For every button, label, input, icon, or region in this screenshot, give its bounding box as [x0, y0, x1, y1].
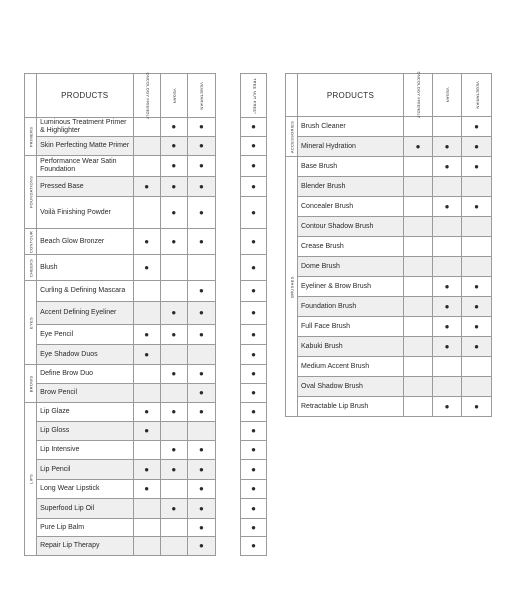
vegan-mark	[433, 257, 462, 277]
product-name: Blender Brush	[298, 177, 404, 197]
nut-row	[241, 460, 267, 480]
vegan-mark: ●	[433, 197, 462, 217]
oncology-mark	[133, 519, 160, 537]
right-header-row	[286, 74, 492, 117]
vegan-mark: ●	[433, 297, 462, 317]
category-text: BROWS	[28, 375, 34, 392]
table-row	[25, 345, 216, 365]
oncology-mark: ●	[133, 422, 160, 441]
tree-nut-mark: ●	[241, 422, 267, 441]
vegetarian-mark: ●	[187, 384, 215, 403]
oncology-mark	[404, 257, 433, 277]
tree-nut-mark: ●	[241, 156, 267, 177]
vegan-mark: ●	[160, 229, 187, 255]
vegan-mark: ●	[160, 441, 187, 460]
table-row	[286, 197, 492, 217]
oncology-mark: ●	[133, 229, 160, 255]
category-text: FOUNDATIONS	[28, 175, 34, 209]
vegan-mark	[433, 217, 462, 237]
tree-nut-mark: ●	[241, 177, 267, 197]
vegetarian-mark: ●	[187, 156, 215, 177]
oncology-mark	[404, 197, 433, 217]
product-name: Long Wear Lipstick	[37, 480, 134, 499]
oncology-mark	[133, 118, 160, 137]
table-row	[25, 325, 216, 345]
table-row	[25, 255, 216, 281]
vegan-mark	[160, 281, 187, 302]
tree-nut-mark: ●	[241, 365, 267, 384]
tree-nut-table	[240, 73, 267, 556]
table-row	[25, 519, 216, 537]
table-row	[286, 277, 492, 297]
table-row	[286, 337, 492, 357]
oncology-mark: ●	[133, 403, 160, 422]
oncology-mark: ●	[133, 325, 160, 345]
table-row	[286, 137, 492, 157]
product-name: Dome Brush	[298, 257, 404, 277]
category-text: PRIMERS	[28, 126, 34, 147]
tree-nut-mark: ●	[241, 302, 267, 325]
oncology-mark	[133, 137, 160, 156]
table-row	[286, 377, 492, 397]
table-row	[286, 177, 492, 197]
vegetarian-mark	[462, 377, 492, 397]
table-row	[286, 117, 492, 137]
product-name: Brow Pencil	[37, 384, 134, 403]
oncology-mark	[133, 302, 160, 325]
vegan-mark: ●	[160, 302, 187, 325]
category-label	[25, 229, 37, 255]
table-row	[25, 422, 216, 441]
table-row	[286, 397, 492, 417]
vegan-mark	[433, 177, 462, 197]
category-label	[25, 255, 37, 281]
product-name: Superfood Lip Oil	[37, 499, 134, 519]
oncology-mark: ●	[133, 255, 160, 281]
tree-nut-mark: ●	[241, 499, 267, 519]
table-row	[25, 480, 216, 499]
vegan-header-label: VEGAN	[445, 87, 451, 103]
vegan-mark	[433, 237, 462, 257]
nut-row	[241, 403, 267, 422]
table-row	[25, 302, 216, 325]
vegan-mark	[433, 357, 462, 377]
product-name: Pure Lip Balm	[37, 519, 134, 537]
product-name: Base Brush	[298, 157, 404, 177]
table-row	[25, 499, 216, 519]
tree-nut-mark: ●	[241, 441, 267, 460]
tree-nut-mark: ●	[241, 460, 267, 480]
product-name: Blush	[37, 255, 134, 281]
table-row	[286, 297, 492, 317]
nut-row	[241, 325, 267, 345]
products-header: PRODUCTS	[298, 74, 404, 117]
vegetarian-mark: ●	[187, 197, 215, 229]
category-text: BRUSHES	[289, 275, 294, 298]
vegetarian-mark: ●	[462, 337, 492, 357]
nut-header-row	[241, 74, 267, 118]
table-row	[286, 357, 492, 377]
product-name: Foundation Brush	[298, 297, 404, 317]
vegetarian-mark: ●	[462, 157, 492, 177]
table-row	[286, 237, 492, 257]
vegetarian-mark: ●	[187, 177, 215, 197]
table-row	[25, 229, 216, 255]
product-name: Curling & Defining Mascara	[37, 281, 134, 302]
product-name: Medium Accent Brush	[298, 357, 404, 377]
nut-row	[241, 137, 267, 156]
vegan-mark: ●	[160, 137, 187, 156]
table-row	[25, 403, 216, 422]
nut-row	[241, 365, 267, 384]
product-name: Oval Shadow Brush	[298, 377, 404, 397]
nut-row	[241, 302, 267, 325]
product-name: Performance Wear Satin Foundation	[37, 156, 134, 177]
table-row	[25, 118, 216, 137]
tree-nut-mark: ●	[241, 519, 267, 537]
product-name: Accent Defining Eyeliner	[37, 302, 134, 325]
product-name: Voilà Finishing Powder	[37, 197, 134, 229]
table-row	[25, 384, 216, 403]
oncology-mark	[404, 117, 433, 137]
table-row	[286, 217, 492, 237]
vegetarian-mark	[187, 255, 215, 281]
tree-nut-mark: ●	[241, 229, 267, 255]
oncology-mark	[133, 281, 160, 302]
oncology-mark: ●	[133, 345, 160, 365]
table-row	[25, 197, 216, 229]
product-name: Lip Pencil	[37, 460, 134, 480]
table-row	[286, 317, 492, 337]
left-products-table	[24, 73, 216, 556]
oncology-mark	[133, 537, 160, 556]
nut-row	[241, 118, 267, 137]
nut-row	[241, 480, 267, 499]
oncology-mark	[404, 337, 433, 357]
oncology-mark	[133, 365, 160, 384]
tree-nut-mark: ●	[241, 281, 267, 302]
vegetarian-mark: ●	[187, 302, 215, 325]
nut-row	[241, 384, 267, 403]
vegan-mark: ●	[160, 118, 187, 137]
oncology-mark	[404, 297, 433, 317]
corner-cell	[286, 74, 298, 117]
oncology-mark	[133, 197, 160, 229]
product-name: Brush Cleaner	[298, 117, 404, 137]
vegetarian-mark: ●	[187, 441, 215, 460]
vegetarian-mark	[462, 237, 492, 257]
oncology-mark	[404, 237, 433, 257]
vegetarian-mark: ●	[187, 118, 215, 137]
oncology-mark	[404, 317, 433, 337]
category-text: LIPS	[28, 474, 34, 484]
table-row	[25, 137, 216, 156]
product-name: Retractable Lip Brush	[298, 397, 404, 417]
vegan-mark	[433, 117, 462, 137]
vegetarian-mark: ●	[462, 117, 492, 137]
vegan-header-label: VEGAN	[172, 87, 178, 104]
tree-nut-mark: ●	[241, 325, 267, 345]
vegan-mark: ●	[160, 499, 187, 519]
category-label	[286, 117, 298, 157]
product-name: Eye Shadow Duos	[37, 345, 134, 365]
oncology-mark	[404, 157, 433, 177]
category-text: EYES	[28, 316, 34, 329]
table-row	[25, 281, 216, 302]
category-label	[286, 157, 298, 417]
vegetarian-mark: ●	[187, 403, 215, 422]
vegetarian-header	[462, 74, 492, 117]
oncology-mark	[133, 441, 160, 460]
vegan-header	[160, 74, 187, 118]
vegetarian-mark	[462, 257, 492, 277]
oncology-mark	[404, 377, 433, 397]
tree-nut-mark: ●	[241, 197, 267, 229]
oncology-mark	[404, 277, 433, 297]
category-label	[25, 365, 37, 403]
vegetarian-mark: ●	[462, 397, 492, 417]
tree_nut-header-label: TREE NUT FREE*	[251, 77, 257, 114]
vegetarian-header-label: VEGETARIAN	[199, 81, 205, 110]
table-row	[25, 177, 216, 197]
oncology-mark	[404, 217, 433, 237]
tree-nut-mark: ●	[241, 345, 267, 365]
nut-row	[241, 156, 267, 177]
product-name: Lip Gloss	[37, 422, 134, 441]
vegetarian-mark: ●	[187, 537, 215, 556]
tree-nut-mark: ●	[241, 384, 267, 403]
vegan-mark: ●	[160, 403, 187, 422]
vegetarian-mark	[462, 357, 492, 377]
vegan-mark	[433, 377, 462, 397]
vegan-mark: ●	[160, 197, 187, 229]
oncology-mark	[404, 397, 433, 417]
oncology-mark	[404, 177, 433, 197]
product-name: Kabuki Brush	[298, 337, 404, 357]
product-name: Repair Lip Therapy	[37, 537, 134, 556]
vegan-mark: ●	[433, 277, 462, 297]
vegan-header	[433, 74, 462, 117]
nut-row	[241, 255, 267, 281]
nut-row	[241, 197, 267, 229]
vegetarian-mark	[187, 422, 215, 441]
product-name: Full Face Brush	[298, 317, 404, 337]
nut-row	[241, 441, 267, 460]
tree_nut-header	[241, 74, 267, 118]
oncology-mark: ●	[404, 137, 433, 157]
vegan-mark: ●	[433, 157, 462, 177]
vegan-mark: ●	[160, 460, 187, 480]
product-name: Beach Glow Bronzer	[37, 229, 134, 255]
category-text: CHEEKS	[28, 258, 34, 277]
category-text: ACCESSORIES	[289, 120, 294, 153]
table-row	[25, 441, 216, 460]
vegetarian-mark: ●	[187, 460, 215, 480]
oncology-mark: ●	[133, 460, 160, 480]
product-name: Contour Shadow Brush	[298, 217, 404, 237]
tree-nut-mark: ●	[241, 403, 267, 422]
vegetarian-mark: ●	[187, 281, 215, 302]
tree-nut-mark: ●	[241, 537, 267, 556]
nut-row	[241, 345, 267, 365]
vegetarian-mark: ●	[187, 137, 215, 156]
left-header-row	[25, 74, 216, 118]
category-label	[25, 156, 37, 229]
vegetarian-mark: ●	[187, 519, 215, 537]
vegetarian-mark: ●	[462, 197, 492, 217]
tree-nut-mark: ●	[241, 480, 267, 499]
oncology-header	[133, 71, 160, 120]
oncology-header-label: ONCOLOGY FRIENDLY	[416, 71, 422, 119]
vegan-mark	[160, 480, 187, 499]
vegan-mark	[160, 255, 187, 281]
vegetarian-header	[187, 74, 215, 118]
product-name: Lip Glaze	[37, 403, 134, 422]
vegetarian-mark: ●	[462, 137, 492, 157]
vegetarian-mark	[462, 217, 492, 237]
vegan-mark: ●	[433, 137, 462, 157]
oncology-header-label: ONCOLOGY FRIENDLY	[144, 71, 150, 120]
oncology-header	[404, 71, 433, 119]
vegetarian-header-label: VEGETARIAN	[474, 81, 480, 109]
vegan-mark	[160, 537, 187, 556]
category-label	[25, 403, 37, 556]
oncology-mark	[133, 156, 160, 177]
vegan-mark	[160, 422, 187, 441]
category-label	[25, 118, 37, 156]
oncology-mark: ●	[133, 480, 160, 499]
vegetarian-mark: ●	[462, 317, 492, 337]
nut-row	[241, 519, 267, 537]
corner-cell	[25, 74, 37, 118]
oncology-mark: ●	[133, 177, 160, 197]
product-name: Crease Brush	[298, 237, 404, 257]
nut-row	[241, 229, 267, 255]
tree-nut-mark: ●	[241, 137, 267, 156]
table-row	[25, 156, 216, 177]
tree-nut-mark: ●	[241, 255, 267, 281]
vegan-mark: ●	[160, 365, 187, 384]
oncology-mark	[404, 357, 433, 377]
vegan-mark: ●	[433, 317, 462, 337]
category-text: CONTOUR	[28, 230, 34, 253]
product-name: Pressed Base	[37, 177, 134, 197]
table-row	[25, 460, 216, 480]
vegan-mark: ●	[433, 397, 462, 417]
products-header: PRODUCTS	[37, 74, 134, 118]
tree-nut-mark: ●	[241, 118, 267, 137]
vegetarian-mark: ●	[187, 229, 215, 255]
product-name: Lip Intensive	[37, 441, 134, 460]
nut-row	[241, 422, 267, 441]
nut-row	[241, 499, 267, 519]
vegan-mark: ●	[160, 177, 187, 197]
vegetarian-mark: ●	[187, 480, 215, 499]
vegetarian-mark: ●	[187, 365, 215, 384]
vegetarian-mark: ●	[462, 297, 492, 317]
table-row	[25, 365, 216, 384]
vegetarian-mark	[462, 177, 492, 197]
nut-row	[241, 537, 267, 556]
product-name: Define Brow Duo	[37, 365, 134, 384]
product-name: Eye Pencil	[37, 325, 134, 345]
right-products-table	[285, 73, 492, 417]
vegan-mark	[160, 519, 187, 537]
nut-row	[241, 177, 267, 197]
vegan-mark: ●	[160, 325, 187, 345]
nut-row	[241, 281, 267, 302]
vegan-mark	[160, 384, 187, 403]
table-row	[286, 257, 492, 277]
vegetarian-mark: ●	[187, 325, 215, 345]
product-name: Concealer Brush	[298, 197, 404, 217]
product-name: Skin Perfecting Matte Primer	[37, 137, 134, 156]
category-label	[25, 281, 37, 365]
vegetarian-mark: ●	[462, 277, 492, 297]
table-row	[286, 157, 492, 177]
product-name: Mineral Hydration	[298, 137, 404, 157]
oncology-mark	[133, 384, 160, 403]
product-name: Luminous Treatment Primer & Highlighter	[37, 118, 134, 137]
vegan-mark: ●	[160, 156, 187, 177]
vegetarian-mark: ●	[187, 499, 215, 519]
vegan-mark: ●	[433, 337, 462, 357]
vegetarian-mark	[187, 345, 215, 365]
vegan-mark	[160, 345, 187, 365]
oncology-mark	[133, 499, 160, 519]
product-name: Eyeliner & Brow Brush	[298, 277, 404, 297]
table-row	[25, 537, 216, 556]
